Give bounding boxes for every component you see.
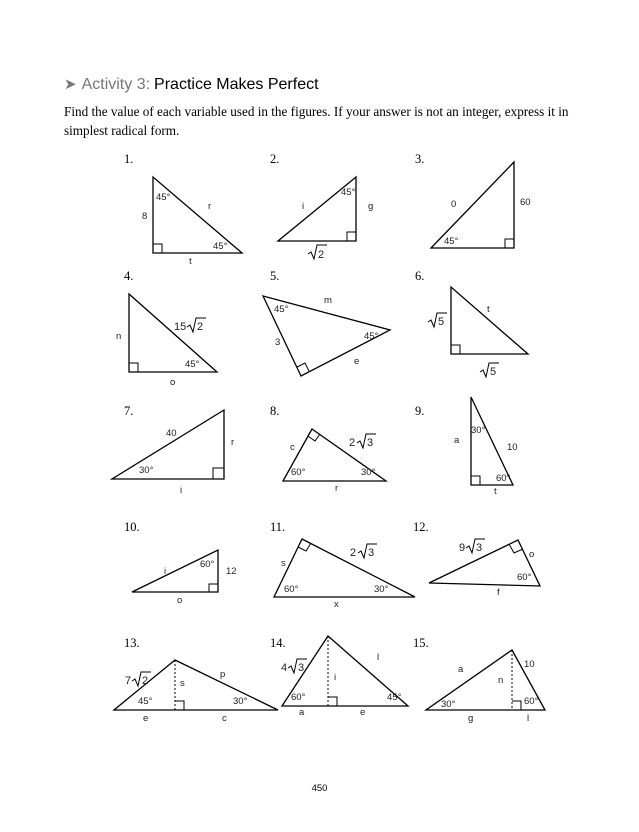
segment-label: l <box>527 713 530 724</box>
side-label: r <box>231 437 235 448</box>
radicand-label: 2 <box>197 321 204 333</box>
side-label: p <box>220 669 226 680</box>
side-label: s <box>180 678 185 689</box>
problem-number-10: 10. <box>124 520 140 534</box>
triangle-5 <box>263 295 390 376</box>
side-label: 9 <box>459 542 466 554</box>
side-label: 4 <box>281 662 288 674</box>
triangle-3 <box>431 162 531 248</box>
side-label: a <box>454 435 460 446</box>
instructions-text: Find the value of each variable used in the figures. If your answer is not an integer, express it in simplest radical form. <box>64 104 569 138</box>
segment-label: n <box>498 675 504 686</box>
side-label: i <box>164 566 167 577</box>
side-label: 2 <box>349 437 356 449</box>
radicand-label: 5 <box>438 316 445 328</box>
triangle-15 <box>426 650 545 724</box>
radicand-label: 2 <box>142 675 149 687</box>
triangle-8 <box>283 429 386 494</box>
segment-label: e <box>143 713 149 724</box>
triangle-9 <box>454 397 518 497</box>
side-label: 0 <box>451 199 457 210</box>
triangle-13 <box>114 660 278 724</box>
problem-number-4: 4. <box>124 269 134 283</box>
side-label: 3 <box>275 337 281 348</box>
side-label: t <box>189 256 192 267</box>
angle-label: 45° <box>444 236 459 247</box>
side-label: l <box>377 652 380 663</box>
side-label: 10 <box>507 442 518 453</box>
triangle-6 <box>428 287 528 378</box>
side-label: f <box>497 587 500 598</box>
angle-label: 45° <box>364 331 379 342</box>
angle-label: 60° <box>200 559 215 570</box>
side-label: o <box>177 595 183 606</box>
side-label: 15 <box>174 321 187 333</box>
segment-label: e <box>360 707 366 718</box>
side-label: t <box>494 486 497 497</box>
side-label: o <box>170 377 176 388</box>
angle-label: 45° <box>138 696 153 707</box>
side-label: 10 <box>524 659 535 670</box>
angle-label: 60° <box>496 473 511 484</box>
side-label: r <box>208 201 212 212</box>
angle-label: 60° <box>517 572 532 583</box>
side-label: 60 <box>520 197 531 208</box>
problem-number-8: 8. <box>270 404 280 418</box>
radicand-label: 2 <box>318 249 325 261</box>
triangle-7 <box>112 410 234 496</box>
angle-label: 30° <box>441 699 456 710</box>
side-label: i <box>334 672 337 683</box>
segment-label: g <box>468 713 474 724</box>
angle-label: 30° <box>233 696 248 707</box>
problem-number-14: 14. <box>270 636 286 650</box>
angle-label: 60° <box>284 584 299 595</box>
triangle-14 <box>281 636 408 718</box>
triangle-12 <box>429 539 540 598</box>
radicand-label: 3 <box>368 547 375 559</box>
angle-label: 45° <box>341 187 356 198</box>
side-label: 40 <box>166 428 177 439</box>
activity-title: Practice Makes Perfect <box>154 76 319 93</box>
problem-number-11: 11. <box>270 520 286 534</box>
problem-number-7: 7. <box>124 404 134 418</box>
radicand-label: 3 <box>476 542 483 554</box>
arrowhead-right-icon: ➤ <box>64 76 77 93</box>
angle-label: 45° <box>185 359 200 370</box>
angle-label: 45° <box>274 304 289 315</box>
triangle-4 <box>116 294 217 388</box>
angle-label: 30° <box>139 465 154 476</box>
page-number: 450 <box>311 783 328 794</box>
problem-number-9: 9. <box>415 404 425 418</box>
activity-label: Activity 3: <box>81 76 151 93</box>
angle-label: 45° <box>387 692 402 703</box>
problem-number-15: 15. <box>413 636 429 650</box>
side-label: 2 <box>350 547 357 559</box>
side-label: o <box>529 549 535 560</box>
side-label: 7 <box>125 675 132 687</box>
radicand-label: 3 <box>367 437 374 449</box>
side-label: a <box>458 664 464 675</box>
side-label: t <box>487 304 490 315</box>
problem-number-13: 13. <box>124 636 140 650</box>
angle-label: 60° <box>524 696 539 707</box>
angle-label: 30° <box>471 425 486 436</box>
side-label: i <box>302 201 305 212</box>
problem-number-3: 3. <box>415 152 425 166</box>
triangle-1 <box>142 177 242 267</box>
angle-label: 45° <box>213 241 228 252</box>
angle-label: 60° <box>291 467 306 478</box>
side-label: n <box>116 331 122 342</box>
side-label: i <box>180 485 183 496</box>
problem-number-12: 12. <box>413 520 429 534</box>
radicand-label: 5 <box>490 366 497 378</box>
radicand-label: 3 <box>298 662 305 674</box>
problem-number-1: 1. <box>124 152 134 166</box>
angle-label: 30° <box>374 584 389 595</box>
problem-number-5: 5. <box>270 269 280 283</box>
side-label: c <box>290 442 295 453</box>
triangle-2 <box>278 177 373 261</box>
side-label: x <box>334 599 339 610</box>
segment-label: a <box>299 707 305 718</box>
side-label: 12 <box>226 566 237 577</box>
problem-number-6: 6. <box>415 269 425 283</box>
side-label: r <box>335 483 339 494</box>
angle-label: 60° <box>291 692 306 703</box>
side-label: 8 <box>142 211 148 222</box>
side-label: s <box>281 558 286 569</box>
triangle-10 <box>132 550 237 606</box>
triangle-11 <box>274 539 415 610</box>
angle-label: 45° <box>156 192 171 203</box>
problem-number-2: 2. <box>270 152 280 166</box>
segment-label: c <box>222 713 227 724</box>
angle-label: 30° <box>361 467 376 478</box>
side-label: g <box>368 201 374 212</box>
side-label: m <box>324 295 332 306</box>
side-label: e <box>354 356 360 367</box>
